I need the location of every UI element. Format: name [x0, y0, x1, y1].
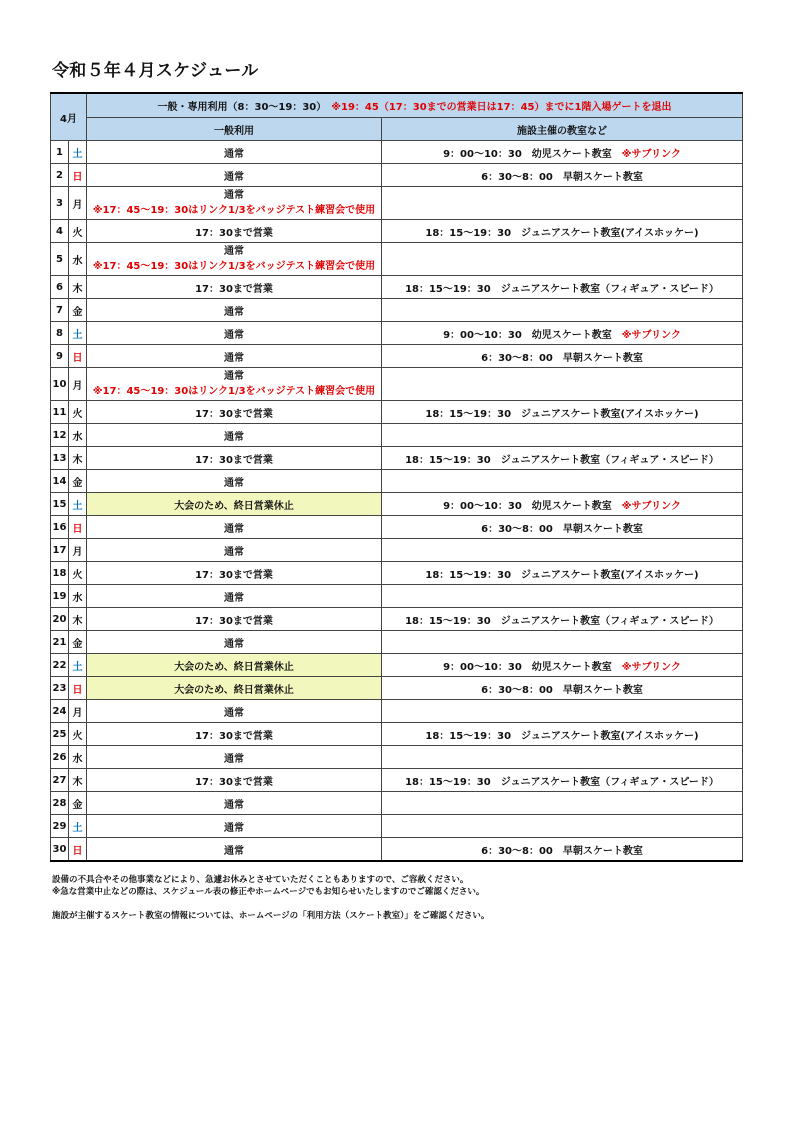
- class-description: 18：15～19：30 ジュニアスケート教室(アイスホッケー): [425, 408, 699, 420]
- general-status: 17：30まで営業: [195, 408, 273, 420]
- weekday: 木: [69, 769, 87, 792]
- general-status: 17：30まで営業: [195, 283, 273, 295]
- general-use-cell: [87, 447, 382, 470]
- class-description: 6：30～8：00 早朝スケート教室: [481, 352, 643, 364]
- weekday: 金: [69, 631, 87, 654]
- table-row: [51, 470, 743, 493]
- weekday: 水: [69, 585, 87, 608]
- table-row: [51, 141, 743, 164]
- facility-class-cell: [382, 345, 743, 368]
- general-status: 通常: [224, 477, 244, 489]
- day-number: 11: [51, 401, 69, 424]
- general-use-cell: [87, 539, 382, 562]
- general-status: 通常: [224, 592, 244, 604]
- general-status: 通常: [224, 431, 244, 443]
- day-number: 21: [51, 631, 69, 654]
- weekday: 火: [69, 220, 87, 243]
- table-row: [51, 585, 743, 608]
- day-number: 29: [51, 815, 69, 838]
- table-row: [51, 401, 743, 424]
- table-row: [51, 838, 743, 862]
- day-number: 10: [51, 368, 69, 401]
- table-row: [51, 345, 743, 368]
- weekday: 日: [69, 838, 87, 862]
- general-use-cell: [87, 470, 382, 493]
- sub-rink-note: ※サブリンク: [621, 500, 681, 512]
- facility-class-cell: [382, 654, 743, 677]
- sub-rink-note: ※サブリンク: [621, 148, 681, 160]
- weekday: 金: [69, 470, 87, 493]
- general-status: 通常: [224, 638, 244, 650]
- day-number: 5: [51, 243, 69, 276]
- table-row: [51, 322, 743, 345]
- table-row: [51, 299, 743, 322]
- class-description: 9：00～10：30 幼児スケート教室: [443, 148, 622, 160]
- facility-class-cell: [382, 187, 743, 220]
- day-number: 14: [51, 470, 69, 493]
- day-number: 18: [51, 562, 69, 585]
- table-row: [51, 164, 743, 187]
- weekday: 日: [69, 516, 87, 539]
- table-row: [51, 187, 743, 220]
- general-status: 通常: [224, 845, 244, 857]
- table-row: [51, 700, 743, 723]
- general-status: 17：30まで営業: [195, 454, 273, 466]
- general-use-cell: [87, 562, 382, 585]
- weekday: 日: [69, 164, 87, 187]
- weekday: 月: [69, 700, 87, 723]
- facility-class-cell: [382, 608, 743, 631]
- day-number: 3: [51, 187, 69, 220]
- class-description: 9：00～10：30 幼児スケート教室: [443, 329, 622, 341]
- day-number: 17: [51, 539, 69, 562]
- weekday: 土: [69, 815, 87, 838]
- table-row: [51, 562, 743, 585]
- sub-rink-note: ※サブリンク: [621, 661, 681, 673]
- class-description: 6：30～8：00 早朝スケート教室: [481, 171, 643, 183]
- general-status: 大会のため、終日営業休止: [174, 500, 294, 512]
- facility-class-cell: [382, 562, 743, 585]
- table-row: [51, 493, 743, 516]
- class-description: 9：00～10：30 幼児スケート教室: [443, 500, 622, 512]
- facility-class-cell: [382, 723, 743, 746]
- weekday: 金: [69, 299, 87, 322]
- general-use-cell: [87, 220, 382, 243]
- general-use-cell: [87, 654, 382, 677]
- weekday: 月: [69, 368, 87, 401]
- exit-notice: ※19：45（17：30までの営業日は17：45）までに1階入場ゲートを退出: [331, 102, 672, 113]
- general-status: 17：30まで営業: [195, 569, 273, 581]
- general-status: 通常: [224, 246, 244, 257]
- general-use-cell: [87, 299, 382, 322]
- general-use-cell: [87, 164, 382, 187]
- day-number: 19: [51, 585, 69, 608]
- day-number: 13: [51, 447, 69, 470]
- general-use-cell: [87, 187, 382, 220]
- general-use-cell: [87, 608, 382, 631]
- day-number: 9: [51, 345, 69, 368]
- month-header: 4月: [51, 93, 87, 141]
- day-number: 22: [51, 654, 69, 677]
- class-description: 6：30～8：00 早朝スケート教室: [481, 684, 643, 696]
- general-status: 通常: [224, 523, 244, 535]
- general-hours-header: [87, 93, 743, 118]
- facility-class-cell: [382, 493, 743, 516]
- facility-class-cell: [382, 243, 743, 276]
- weekday: 土: [69, 322, 87, 345]
- table-row: [51, 746, 743, 769]
- general-use-cell: [87, 700, 382, 723]
- day-number: 16: [51, 516, 69, 539]
- day-number: 25: [51, 723, 69, 746]
- general-status: 通常: [224, 753, 244, 765]
- general-use-cell: [87, 368, 382, 401]
- day-number: 6: [51, 276, 69, 299]
- day-number: 12: [51, 424, 69, 447]
- weekday: 木: [69, 447, 87, 470]
- facility-class-cell: [382, 220, 743, 243]
- table-row: [51, 539, 743, 562]
- general-use-cell: [87, 677, 382, 700]
- table-row: [51, 243, 743, 276]
- general-status: 17：30まで営業: [195, 227, 273, 239]
- weekday: 金: [69, 792, 87, 815]
- general-status: 17：30まで営業: [195, 730, 273, 742]
- facility-class-cell: [382, 539, 743, 562]
- class-description: 6：30～8：00 早朝スケート教室: [481, 845, 643, 857]
- class-description: 18：15～19：30 ジュニアスケート教室(アイスホッケー): [425, 227, 699, 239]
- general-status: 通常: [224, 306, 244, 318]
- class-description: 9：00～10：30 幼児スケート教室: [443, 661, 622, 673]
- weekday: 火: [69, 401, 87, 424]
- table-row: [51, 608, 743, 631]
- day-number: 7: [51, 299, 69, 322]
- weekday: 土: [69, 493, 87, 516]
- weekday: 水: [69, 746, 87, 769]
- footer-notes: [52, 874, 489, 922]
- table-row: [51, 368, 743, 401]
- general-use-cell: [87, 401, 382, 424]
- table-row: [51, 276, 743, 299]
- table-row: [51, 723, 743, 746]
- badge-test-note: ※17：45～19：30はリンク1/3をバッジテスト練習会で使用: [92, 261, 376, 272]
- general-use-cell: [87, 243, 382, 276]
- class-description: 18：15～19：30 ジュニアスケート教室（フィギュア・スピード）: [405, 454, 719, 466]
- weekday: 土: [69, 654, 87, 677]
- table-row: [51, 220, 743, 243]
- general-status: 通常: [224, 822, 244, 834]
- schedule-rows: [51, 141, 743, 862]
- general-use-cell: [87, 424, 382, 447]
- day-number: 27: [51, 769, 69, 792]
- class-description: 18：15～19：30 ジュニアスケート教室（フィギュア・スピード）: [405, 283, 719, 295]
- general-status: 通常: [224, 329, 244, 341]
- day-number: 1: [51, 141, 69, 164]
- facility-class-cell: [382, 447, 743, 470]
- facility-class-cell: [382, 276, 743, 299]
- table-row: [51, 677, 743, 700]
- page-title: 令和５年４月スケジュール: [52, 61, 259, 81]
- facility-class-cell: [382, 164, 743, 187]
- general-status: 通常: [224, 799, 244, 811]
- facility-column-header: 施設主催の教室など: [382, 118, 743, 141]
- weekday: 月: [69, 187, 87, 220]
- general-use-cell: [87, 631, 382, 654]
- general-status: 17：30まで営業: [195, 776, 273, 788]
- facility-class-cell: [382, 299, 743, 322]
- day-number: 23: [51, 677, 69, 700]
- general-status: 17：30まで営業: [195, 615, 273, 627]
- sub-rink-note: ※サブリンク: [621, 329, 681, 341]
- table-row: [51, 815, 743, 838]
- class-description: 6：30～8：00 早朝スケート教室: [481, 523, 643, 535]
- weekday: 木: [69, 276, 87, 299]
- class-description: 18：15～19：30 ジュニアスケート教室（フィギュア・スピード）: [405, 776, 719, 788]
- facility-class-cell: [382, 401, 743, 424]
- general-status: 通常: [224, 171, 244, 183]
- general-use-cell: [87, 322, 382, 345]
- facility-class-cell: [382, 141, 743, 164]
- weekday: 水: [69, 424, 87, 447]
- general-column-header: 一般利用: [87, 118, 382, 141]
- table-row: [51, 447, 743, 470]
- facility-class-cell: [382, 516, 743, 539]
- facility-class-cell: [382, 585, 743, 608]
- facility-class-cell: [382, 792, 743, 815]
- day-number: 8: [51, 322, 69, 345]
- weekday: 水: [69, 243, 87, 276]
- day-number: 28: [51, 792, 69, 815]
- day-number: 24: [51, 700, 69, 723]
- day-number: 2: [51, 164, 69, 187]
- general-use-cell: [87, 746, 382, 769]
- facility-class-cell: [382, 677, 743, 700]
- general-use-cell: [87, 723, 382, 746]
- table-row: [51, 631, 743, 654]
- badge-test-note: ※17：45～19：30はリンク1/3をバッジテスト練習会で使用: [92, 386, 376, 397]
- general-use-cell: [87, 838, 382, 862]
- table-row: [51, 516, 743, 539]
- schedule-table: [50, 92, 743, 862]
- badge-test-note: ※17：45～19：30はリンク1/3をバッジテスト練習会で使用: [92, 205, 376, 216]
- general-status: 大会のため、終日営業休止: [174, 684, 294, 696]
- note-line: 施設が主催するスケート教室の情報については、ホームページの「利用方法（スケート教室）」をご確認ください。: [52, 911, 490, 921]
- weekday: 木: [69, 608, 87, 631]
- day-number: 30: [51, 838, 69, 862]
- general-use-cell: [87, 585, 382, 608]
- facility-class-cell: [382, 838, 743, 862]
- table-row: [51, 424, 743, 447]
- general-use-cell: [87, 792, 382, 815]
- table-row: [51, 654, 743, 677]
- facility-class-cell: [382, 815, 743, 838]
- weekday: 火: [69, 562, 87, 585]
- general-status: 通常: [224, 371, 244, 382]
- day-number: 26: [51, 746, 69, 769]
- facility-class-cell: [382, 746, 743, 769]
- facility-class-cell: [382, 322, 743, 345]
- general-use-cell: [87, 276, 382, 299]
- day-number: 4: [51, 220, 69, 243]
- day-number: 20: [51, 608, 69, 631]
- general-use-cell: [87, 769, 382, 792]
- general-use-cell: [87, 141, 382, 164]
- general-status: 大会のため、終日営業休止: [174, 661, 294, 673]
- facility-class-cell: [382, 424, 743, 447]
- facility-class-cell: [382, 470, 743, 493]
- general-status: 通常: [224, 190, 244, 201]
- class-description: 18：15～19：30 ジュニアスケート教室（フィギュア・スピード）: [405, 615, 719, 627]
- general-status: 通常: [224, 546, 244, 558]
- weekday: 火: [69, 723, 87, 746]
- class-description: 18：15～19：30 ジュニアスケート教室(アイスホッケー): [425, 730, 699, 742]
- note-line: 設備の不具合やその他事業などにより、急遽お休みとさせていただくこともありますので、ご容赦ください。: [52, 875, 469, 885]
- day-number: 15: [51, 493, 69, 516]
- general-use-cell: [87, 493, 382, 516]
- general-status: 通常: [224, 148, 244, 160]
- note-line: ※急な営業中止などの際は、スケジュール表の修正やホームページでもお知らせいたしますのでご確認ください。: [52, 887, 485, 897]
- general-status: 通常: [224, 352, 244, 364]
- general-use-cell: [87, 516, 382, 539]
- general-status: 通常: [224, 707, 244, 719]
- facility-class-cell: [382, 769, 743, 792]
- facility-class-cell: [382, 368, 743, 401]
- general-use-cell: [87, 345, 382, 368]
- general-use-cell: [87, 815, 382, 838]
- facility-class-cell: [382, 700, 743, 723]
- weekday: 土: [69, 141, 87, 164]
- weekday: 日: [69, 677, 87, 700]
- table-row: [51, 792, 743, 815]
- general-hours-text: 一般・専用利用（8：30～19：30）: [157, 102, 332, 113]
- weekday: 日: [69, 345, 87, 368]
- class-description: 18：15～19：30 ジュニアスケート教室(アイスホッケー): [425, 569, 699, 581]
- table-row: [51, 769, 743, 792]
- weekday: 月: [69, 539, 87, 562]
- facility-class-cell: [382, 631, 743, 654]
